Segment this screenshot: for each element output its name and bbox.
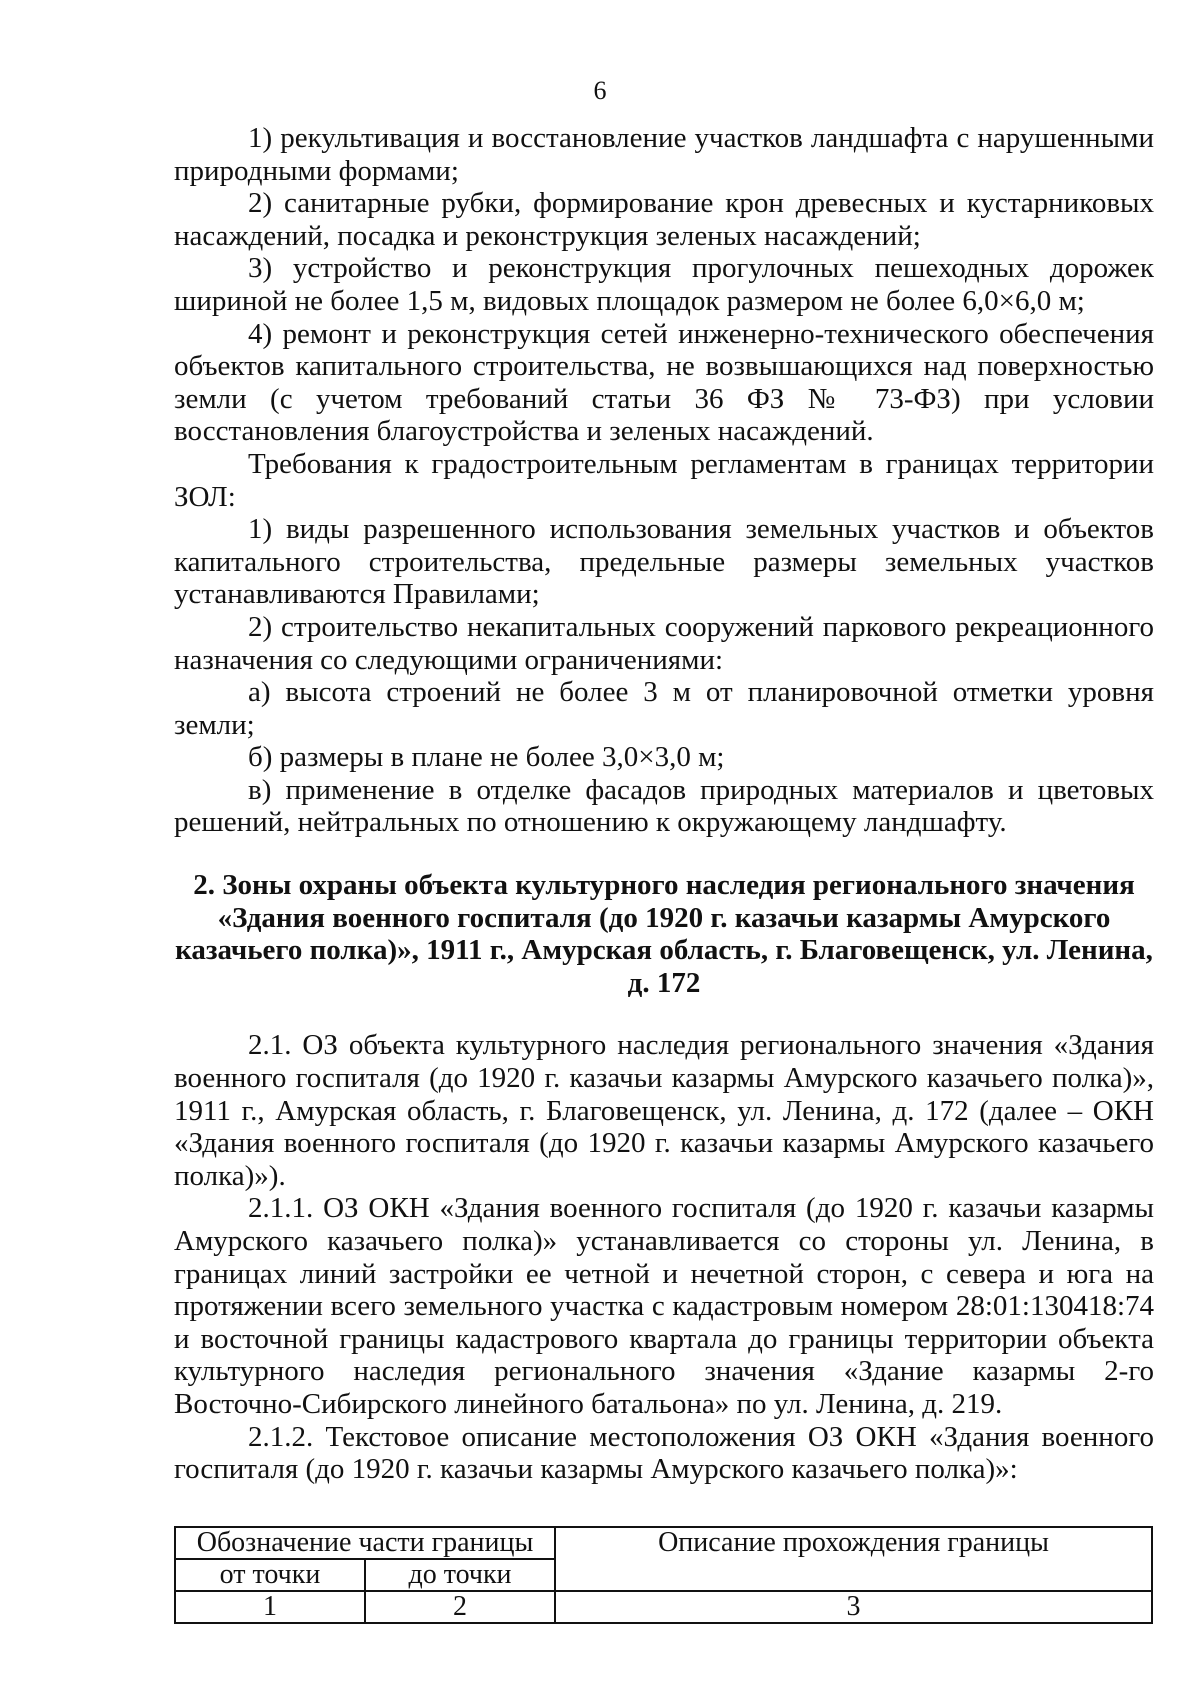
table-header-row <box>175 1527 1152 1559</box>
heading-line: 2. Зоны охраны объекта культурного наследия регионального значения <box>193 869 1135 902</box>
header-boundary-description: Описание прохождения границы <box>555 1527 1152 1591</box>
header-to-point: до точки <box>365 1559 555 1591</box>
paragraph: б) размеры в плане не более 3,0×3,0 м; <box>248 741 725 774</box>
document-body <box>174 122 1154 1624</box>
paragraph: 3) устройство и реконструкция прогулочных пешеходных дорожек шириной не более 1,5 м, видовых площадок размером не более 6,0×6,0 м; <box>174 252 1154 317</box>
paragraph: 2.1.2. Текстовое описание местоположения ОЗ ОКН «Здания военного госпиталя (до 1920 г. казачьи казармы Амурского казачьего полка)»: <box>174 1420 1154 1486</box>
paragraph: 2) санитарные рубки, формирование крон древесных и кустарниковых насаждений, посадка и реконструкция зеленых насаждений; <box>174 187 1154 252</box>
section-heading <box>174 869 1154 999</box>
heading-line: д. 172 <box>627 966 701 999</box>
paragraph: 1) виды разрешенного использования земельных участков и объектов капитального строительства, предельные размеры земельных участков устанавливаются Правилами; <box>174 513 1154 611</box>
paragraph: в) применение в отделке фасадов природных материалов и цветовых решений, нейтральных по отношению к окружающему ландшафту. <box>174 773 1154 839</box>
paragraph: 2) строительство некапитальных сооружений паркового рекреационного назначения со следующими ограничениями: <box>174 610 1154 676</box>
column-number: 2 <box>365 1591 555 1623</box>
paragraph: а) высота строений не более 3 м от планировочной отметки уровня земли; <box>174 676 1154 741</box>
column-number: 1 <box>175 1591 365 1623</box>
column-number: 3 <box>555 1591 1152 1623</box>
paragraph: 1) рекультивация и восстановление участков ландшафта с нарушенными природными формами; <box>174 122 1154 187</box>
paragraph: 2.1.1. ОЗ ОКН «Здания военного госпиталя (до 1920 г. казачьи казармы Амурского казачьего полка)» устанавливается со стороны ул. Ленина, в границах линий застройки ее четной и нечетной сторон, с севера и юга на протяжении всего земельного участка с кадастровым номером 28:01:130418:74 и восточной границы кадастрового квартала до границы территории объекта культурного наследия регионального значения «Здание казармы 2-го Восточно-Сибирского линейного батальона» по ул. Ленина, д. 219. <box>174 1192 1154 1420</box>
header-from-point: от точки <box>175 1559 365 1591</box>
header-boundary-part: Обозначение части границы <box>175 1527 555 1559</box>
paragraph: 4) ремонт и реконструкция сетей инженерно-технического обеспечения объектов капитального строительства, не возвышающихся над поверхностью земли (с учетом требований статьи 36 ФЗ № 73-ФЗ) при условии восстановления благоустройства и зеленых насаждений. <box>174 317 1154 448</box>
heading-line: казачьего полка)», 1911 г., Амурская область, г. Благовещенск, ул. Ленина, <box>175 934 1153 967</box>
paragraph: 2.1. ОЗ объекта культурного наследия регионального значения «Здания военного госпиталя (до 1920 г. казачьи казармы Амурского казачьего полка)», 1911 г., Амурская область, г. Благовещенск, ул. Ленина, д. 172 (далее – ОКН «Здания военного госпиталя (до 1920 г. казачьи казармы Амурского казачьего полка)»). <box>174 1029 1154 1192</box>
heading-line: «Здания военного госпиталя (до 1920 г. казачьи казармы Амурского <box>217 901 1111 934</box>
paragraph: Требования к градостроительным регламентам в границах территории ЗОЛ: <box>174 447 1154 513</box>
boundary-table <box>174 1526 1153 1624</box>
page-number: 6 <box>593 76 607 105</box>
table-row <box>175 1591 1152 1623</box>
